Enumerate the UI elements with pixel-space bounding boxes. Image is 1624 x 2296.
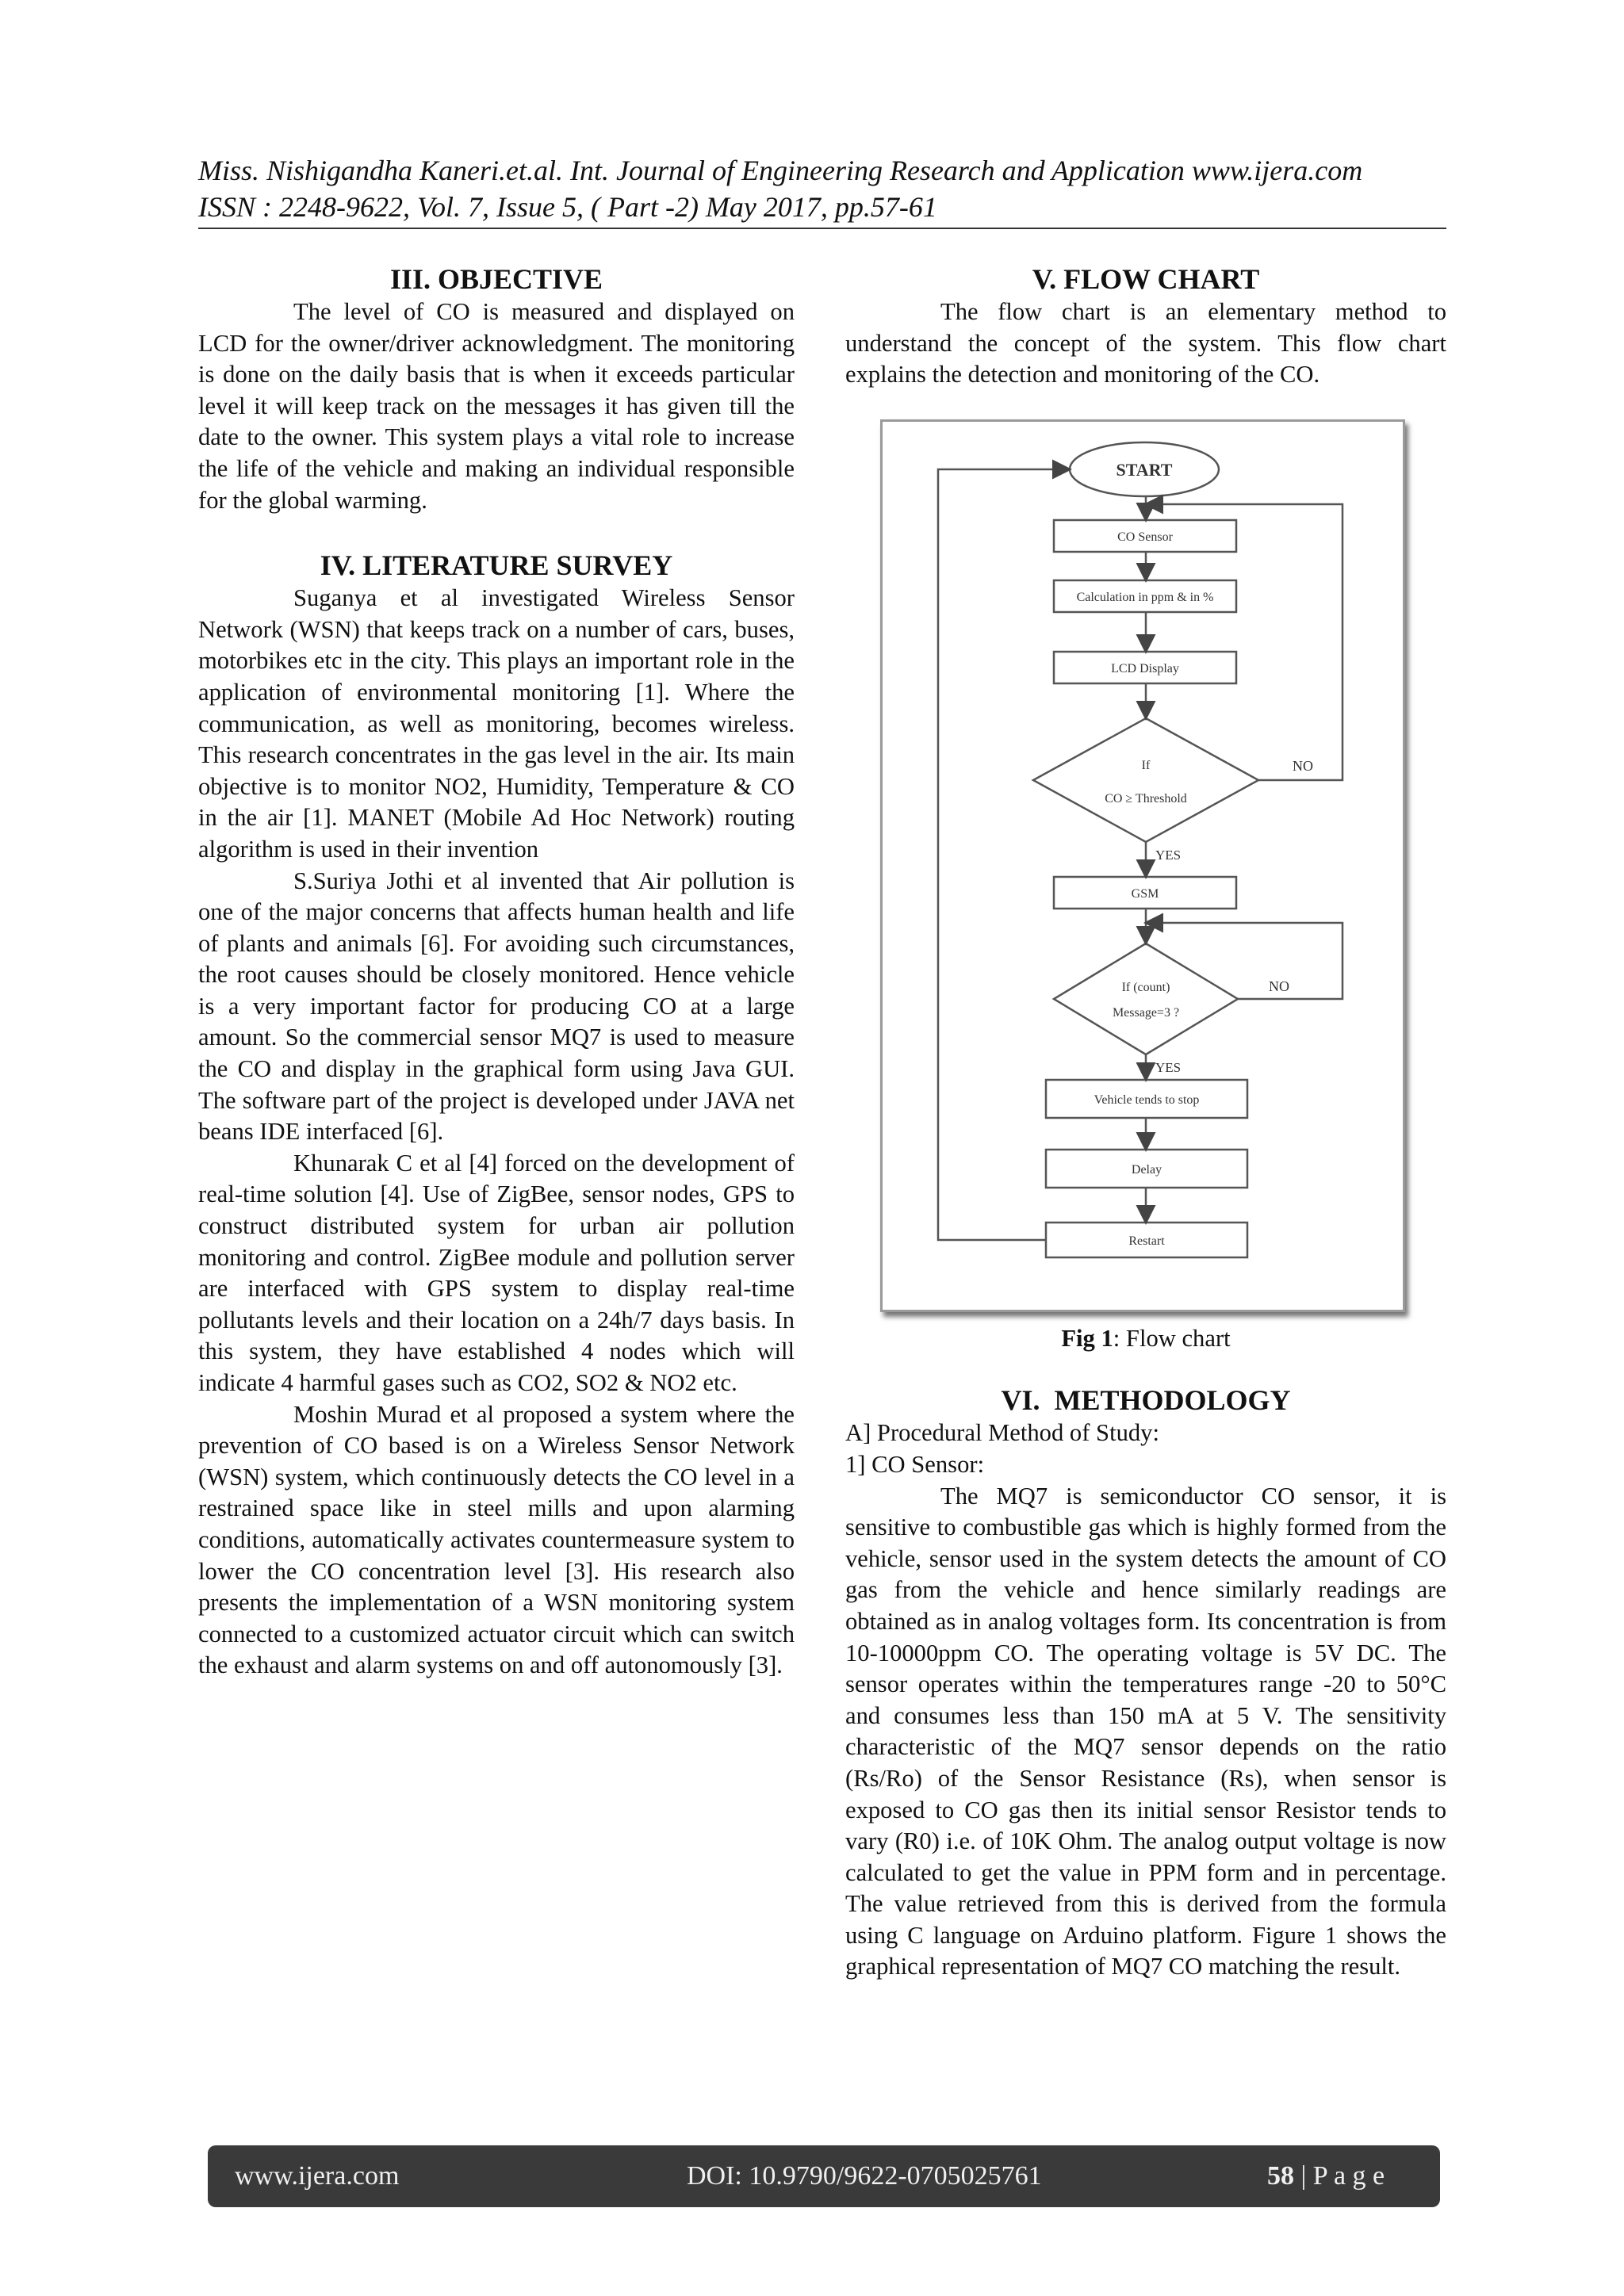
methodology-subheading-a: A] Procedural Method of Study: <box>845 1419 1159 1447</box>
literature-survey-heading: IV. LITERATURE SURVEY <box>320 549 673 582</box>
methodology-title: METHODOLOGY <box>1054 1384 1291 1417</box>
vehicle-stop-label: Vehicle tends to stop <box>1094 1093 1200 1107</box>
gsm-label: GSM <box>1131 886 1159 901</box>
header-divider <box>198 228 1446 229</box>
survey-paragraph-1: Suganya et al investigated Wireless Sensor Network (WSN) that keeps track on a number of cars, buses, motorbikes etc in the city. This plays an important role in the application of environmental monitoring [1]. Where the communication, as well as monitoring, becomes wireless. This research concentrates in the gas level in the air. Its main objective is to monitor NO2, Humidity, Temperature & CO in the air [1]. MANET (Mobile Ad Hoc Network) routing algorithm is used in their invention <box>198 584 795 863</box>
page-footer <box>208 2145 1440 2207</box>
methodology-heading <box>845 1383 1446 1418</box>
figure-caption <box>845 1323 1446 1355</box>
page-label: | P a g e <box>1294 2161 1385 2191</box>
flow-chart-paragraph: The flow chart is an elementary method to understand the concept of the system. This flow chart explains the detection and monitoring of the CO. <box>845 298 1446 388</box>
survey-paragraph-4: Moshin Murad et al proposed a system where the prevention of CO based is on a Wireless Sensor Network (WSN) system, which continuously detects the CO level in a restrained space like in steel mills and upon alarming conditions, automatically activates countermeasure system to lower the CO concentration level [3]. His research also presents the implementation of a WSN monitoring system connected to a customized actuator circuit which can switch the exhaust and alarm systems on and off autonomously [3]. <box>198 1400 795 1679</box>
methodology-paragraph: The MQ7 is semiconductor CO sensor, it is sensitive to combustible gas which is highly formed from the vehicle, sensor used in the system detects the amount of CO gas from the vehicle and hence similarly readings are obtained as in analog voltages form. Its concentration is from 10-10000ppm CO. The operating voltage is 5V DC. The sensor operates within the temperatures range -20 to 50°C and consumes less than 150 mA at 5 V. The sensitivity characteristic of the MQ7 sensor depends on the ratio (Rs/Ro) of the Sensor Resistance (Rs), when sensor is exposed to CO gas then its initial sensor Resistor tends to vary (R0) i.e. of 10K Ohm. The analog output voltage is now calculated to get the value in PPM form and in percentage. The value retrieved from this is derived from the formula using C language on Arduino platform. Figure 1 shows the graphical representation of MQ7 CO matching the result. <box>845 1482 1446 1980</box>
left-column <box>198 262 795 1682</box>
section-gap <box>845 1354 1446 1383</box>
objective-heading: III. OBJECTIVE <box>389 263 603 295</box>
flowchart-diagram <box>883 422 1403 1310</box>
yes-label-1: YES <box>1155 847 1182 863</box>
lcd-display-label: LCD Display <box>1111 661 1179 675</box>
no-label-1: NO <box>1293 757 1313 774</box>
delay-label: Delay <box>1131 1162 1162 1177</box>
yes-label-2: YES <box>1155 1059 1182 1075</box>
right-column <box>845 262 1446 1983</box>
threshold-label: CO ≥ Threshold <box>1105 791 1187 806</box>
flow-chart-heading: V. FLOW CHART <box>1032 263 1260 295</box>
footer-website: www.ijera.com <box>235 2161 400 2191</box>
message-count-label: Message=3 ? <box>1112 1005 1180 1020</box>
header-line-2: ISSN : 2248-9622, Vol. 7, Issue 5, ( Part -2) May 2017, pp.57-61 <box>198 191 937 223</box>
running-header <box>198 152 1446 225</box>
threshold-decision-node <box>1033 718 1258 842</box>
footer-doi: DOI: 10.9790/9622-0705025761 <box>687 2161 1042 2191</box>
restart-label: Restart <box>1128 1234 1165 1248</box>
methodology-number: VI. <box>1001 1384 1040 1417</box>
survey-paragraph-3: Khunarak C et al [4] forced on the development of real-time solution [4]. Use of ZigBee, sensor nodes, GPS to construct distributed system for urban air pollution monitoring and control. ZigBee module and pollution server are interfaced with GPS system to display real-time pollutants levels and their location on a 24h/7 days basis. In this system, they have established 4 nodes which will indicate 4 harmful gases such as CO2, SO2 & NO2 etc. <box>198 1149 795 1396</box>
objective-paragraph: The level of CO is measured and displayed on LCD for the owner/driver acknowledgment. The monitoring is done on the daily basis that is when it exceeds particular level it will keep track on the messages it has given till the date to the owner. This system plays a vital role to increase the life of the vehicle and making an individual responsible for the global warming. <box>198 298 795 514</box>
survey-paragraph-2: S.Suriya Jothi et al invented that Air pollution is one of the major concerns that affects human health and life of plants and animals [6]. For avoiding such circumstances, the root causes should be closely monitored. Hence vehicle is a very important factor for producing CO at a large amount. So the commercial sensor MQ7 is used to measure the CO and display in the graphical form using Java GUI. The software part of the project is developed under JAVA net beans IDE interfaced [6]. <box>198 867 795 1146</box>
section-gap <box>198 516 795 548</box>
co-sensor-label: CO Sensor <box>1117 530 1173 544</box>
no-label-2: NO <box>1269 978 1289 994</box>
figure-caption-text: : Flow chart <box>1113 1324 1231 1352</box>
start-label: START <box>1116 459 1173 480</box>
message-count-decision-node <box>1054 943 1238 1054</box>
flowchart-figure <box>880 419 1405 1312</box>
header-line-1: Miss. Nishigandha Kaneri.et.al. Int. Journal of Engineering Research and Application www.ijera.com <box>198 155 1363 186</box>
calculation-label: Calculation in ppm & in % <box>1076 590 1214 604</box>
methodology-subheading-1: 1] CO Sensor: <box>845 1450 985 1478</box>
figure-label: Fig 1 <box>1061 1324 1113 1352</box>
if1-label: If <box>1141 758 1151 772</box>
page-number: 58 <box>1267 2161 1294 2191</box>
footer-page <box>1267 2161 1385 2191</box>
if2-label: If (count) <box>1121 980 1170 994</box>
